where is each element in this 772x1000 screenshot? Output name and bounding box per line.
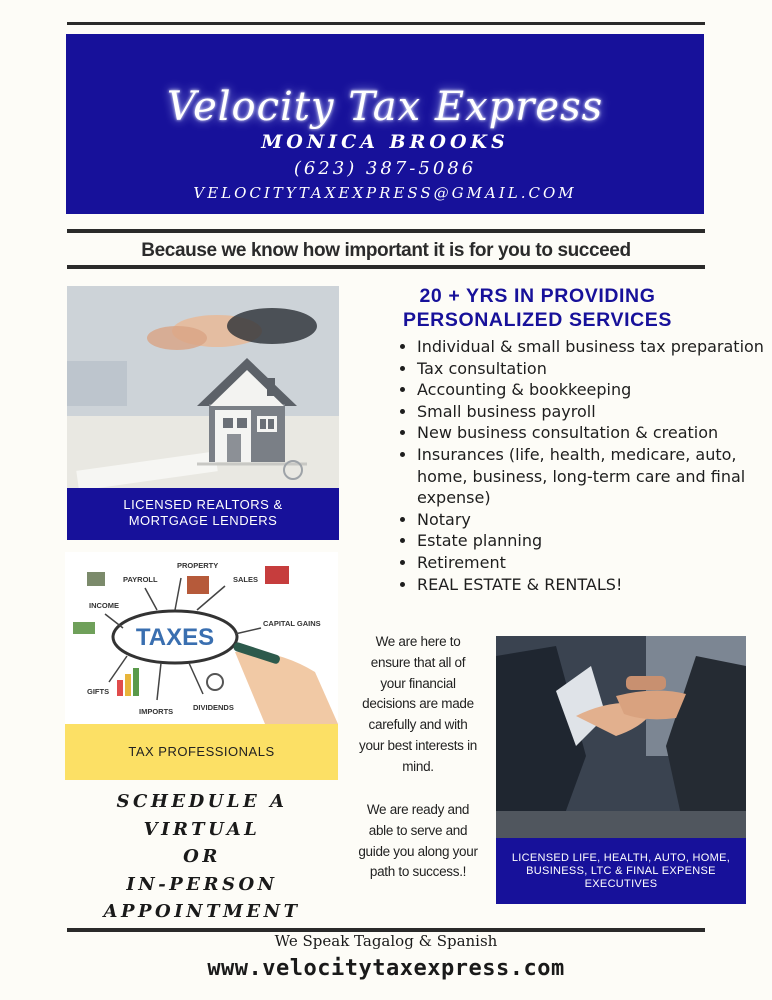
money-icon <box>87 572 105 586</box>
label-imports: IMPORTS <box>139 707 174 716</box>
languages-line: We Speak Tagalog & Spanish <box>274 932 498 950</box>
blurb-line: your best interests in <box>359 737 477 753</box>
blurb-line: your financial <box>380 675 456 691</box>
insurance-caption-line2: BUSINESS, LTC & FINAL EXPENSE <box>526 865 716 877</box>
website-link[interactable]: www.velocitytaxexpress.com <box>207 956 565 981</box>
realtors-caption <box>67 488 339 540</box>
insurance-caption <box>496 838 746 904</box>
tax-professionals-caption: TAX PROFESSIONALS <box>65 724 338 780</box>
service-item: • Estate planning <box>417 530 772 552</box>
service-item: • Tax consultation <box>417 358 772 380</box>
appointment-line: IN-PERSON <box>126 873 278 895</box>
agent-name: MONICA BROOKS <box>261 131 509 153</box>
top-rule <box>67 22 705 25</box>
label-gifts: GIFTS <box>87 687 110 696</box>
realtors-caption-line2: MORTGAGE LENDERS <box>128 513 278 528</box>
blurb-line: mind. <box>402 758 434 774</box>
appointment-line: SCHEDULE A <box>116 791 288 812</box>
label-payroll: PAYROLL <box>123 575 158 584</box>
appointment-callout <box>82 788 322 926</box>
shop-icon <box>265 566 289 584</box>
ready-blurb <box>344 800 492 883</box>
label-income: INCOME <box>89 601 119 610</box>
house-handshake-illustration <box>67 286 339 488</box>
service-item: • Small business payroll <box>417 401 772 423</box>
brand-title: Velocity Tax Express <box>166 84 604 130</box>
services-title-line1: 20 + YRS IN PROVIDING <box>419 285 656 307</box>
phone-number[interactable]: (623) 387-5086 <box>293 158 477 179</box>
label-sales: SALES <box>233 575 259 584</box>
realtors-caption-line1: LICENSED REALTORS & <box>123 497 283 512</box>
house-icon <box>187 576 209 594</box>
taxes-diagram <box>65 552 338 724</box>
service-item: • REAL ESTATE & RENTALS! <box>417 574 772 596</box>
tagline-rule-top <box>67 229 705 233</box>
insurance-caption-line1: LICENSED LIFE, HEALTH, AUTO, HOME, <box>511 852 731 864</box>
appointment-line: VIRTUAL <box>143 818 261 840</box>
blurb-line: ensure that all of <box>370 654 466 670</box>
tagline: Because we know how important it is for you to succeed <box>141 240 631 261</box>
realtors-photo-panel <box>67 286 339 540</box>
blurb-line: path to success.! <box>369 864 467 880</box>
cash-icon <box>73 622 95 634</box>
services-title <box>355 284 720 332</box>
service-item: • Accounting & bookkeeping <box>417 379 772 401</box>
blurb-line: able to serve and <box>368 822 468 838</box>
services-list <box>395 336 772 595</box>
blurb-line: decisions are made <box>362 696 474 712</box>
service-item: • Notary <box>417 509 772 531</box>
appointment-line: APPOINTMENT <box>103 901 301 922</box>
service-item: • Retirement <box>417 552 772 574</box>
label-dividends: DIVIDENDS <box>193 703 234 712</box>
label-property: PROPERTY <box>177 561 219 570</box>
insurance-caption-line3: EXECUTIVES <box>584 878 658 890</box>
appointment-line: OR <box>183 846 221 867</box>
handshake-illustration <box>496 636 746 838</box>
blurb-line: guide you along your <box>358 843 478 859</box>
label-capital-gains: CAPITAL GAINS <box>263 619 321 628</box>
blurb-line: We are here to <box>375 634 461 649</box>
blurb-line: carefully and with <box>368 717 468 733</box>
email-address[interactable]: VELOCITYTAXEXPRESS@GMAIL.COM <box>193 184 577 202</box>
blurb-line: We are ready and <box>366 802 470 817</box>
taxes-center-word: TAXES <box>135 624 215 651</box>
service-item: • Individual & small business tax preparation <box>417 336 772 358</box>
taxes-illustration-panel <box>65 552 338 780</box>
service-item: • Insurances (life, health, medicare, auto, home, business, long-term care and final expense) <box>417 444 772 509</box>
insurance-photo-panel <box>496 636 746 904</box>
service-item: • New business consultation & creation <box>417 422 772 444</box>
mission-blurb <box>344 632 492 778</box>
services-title-line2: PERSONALIZED SERVICES <box>402 309 673 331</box>
tagline-rule-bottom <box>67 265 705 269</box>
header-banner <box>66 34 704 214</box>
